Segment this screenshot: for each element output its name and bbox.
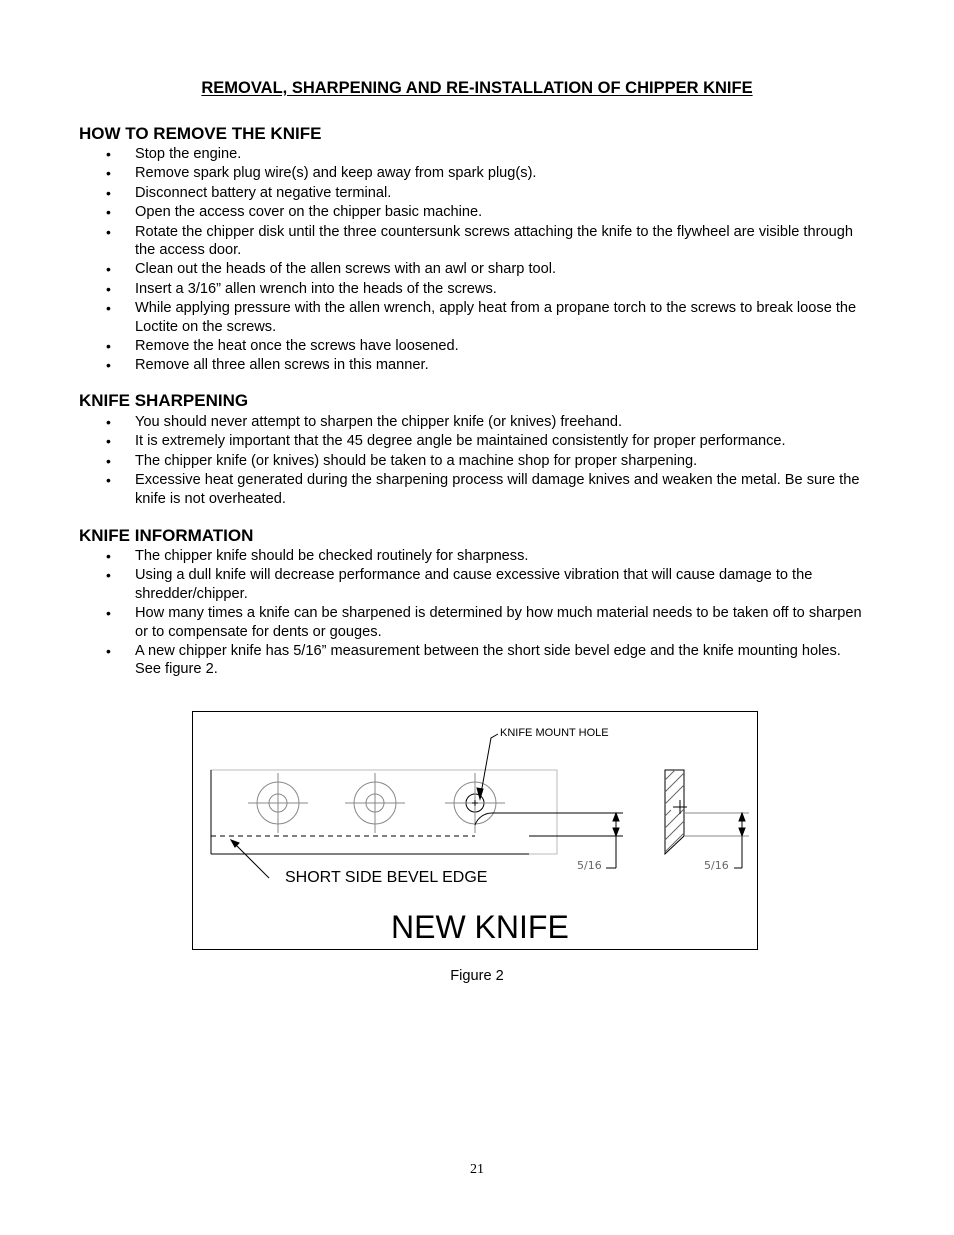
list-item: • Clean out the heads of the allen screws with an awl or sharp tool. [79,260,869,278]
information-list [79,547,869,680]
sharpening-list [79,413,869,509]
dimension-extension-top [475,813,623,825]
list-item: • The chipper knife should be checked routinely for sharpness. [79,547,869,565]
new-knife-label: NEW KNIFE [391,909,569,945]
mount-hole-label: KNIFE MOUNT HOLE [500,727,609,739]
section-heading-sharpening: KNIFE SHARPENING [79,391,249,410]
list-item: • Remove all three allen screws in this manner. [79,356,869,374]
list-item: • How many times a knife can be sharpened is determined by how much material needs to be taken off to sharpen or to compensate for dents or gouges. [79,604,869,641]
list-item: • Insert a 3/16” allen wrench into the heads of the screws. [79,280,869,298]
bevel-edge-arrow [231,840,239,847]
section-heading-information: KNIFE INFORMATION [79,526,254,545]
list-item: • Remove spark plug wire(s) and keep away from spark plug(s). [79,164,869,182]
list-item: • You should never attempt to sharpen the chipper knife (or knives) freehand. [79,413,869,431]
knife-figure [192,711,758,950]
list-item: • While applying pressure with the allen wrench, apply heat from a propane torch to the screws to break loose the Loctite on the screws. [79,299,869,336]
list-item: • Remove the heat once the screws have loosened. [79,337,869,355]
list-item: • A new chipper knife has 5/16” measurement between the short side bevel edge and the knife mounting holes. See figure 2. [79,642,869,679]
page-number: 21 [470,1162,484,1177]
list-item: • Stop the engine. [79,145,869,163]
list-item: • It is extremely important that the 45 degree angle be maintained consistently for proper performance. [79,432,869,450]
list-item: • Using a dull knife will decrease performance and cause excessive vibration that will cause damage to the shredder/chipper. [79,566,869,603]
list-item: • Disconnect battery at negative terminal. [79,184,869,202]
list-item: • Open the access cover on the chipper basic machine. [79,203,869,221]
dimension-label-front: 5/16 [577,859,602,872]
dimension-label-side: 5/16 [704,859,729,872]
knife-body-outline [211,770,557,854]
figure-caption: Figure 2 [450,968,504,984]
remove-steps-list [79,145,869,376]
mount-hole-1 [248,773,308,833]
mount-hole-2 [345,773,405,833]
section-heading-remove: HOW TO REMOVE THE KNIFE [79,124,322,143]
list-item: • Rotate the chipper disk until the three countersunk screws attaching the knife to the flywheel are visible through the access door. [79,223,869,260]
knife-side-view [665,770,687,854]
list-item: • Excessive heat generated during the sharpening process will damage knives and weaken the metal. Be sure the knife is not overheated. [79,471,869,508]
page-title: REMOVAL, SHARPENING AND RE-INSTALLATION OF CHIPPER KNIFE [201,79,753,97]
list-item: • The chipper knife (or knives) should be taken to a machine shop for proper sharpening. [79,452,869,470]
bevel-edge-label: SHORT SIDE BEVEL EDGE [285,869,488,886]
